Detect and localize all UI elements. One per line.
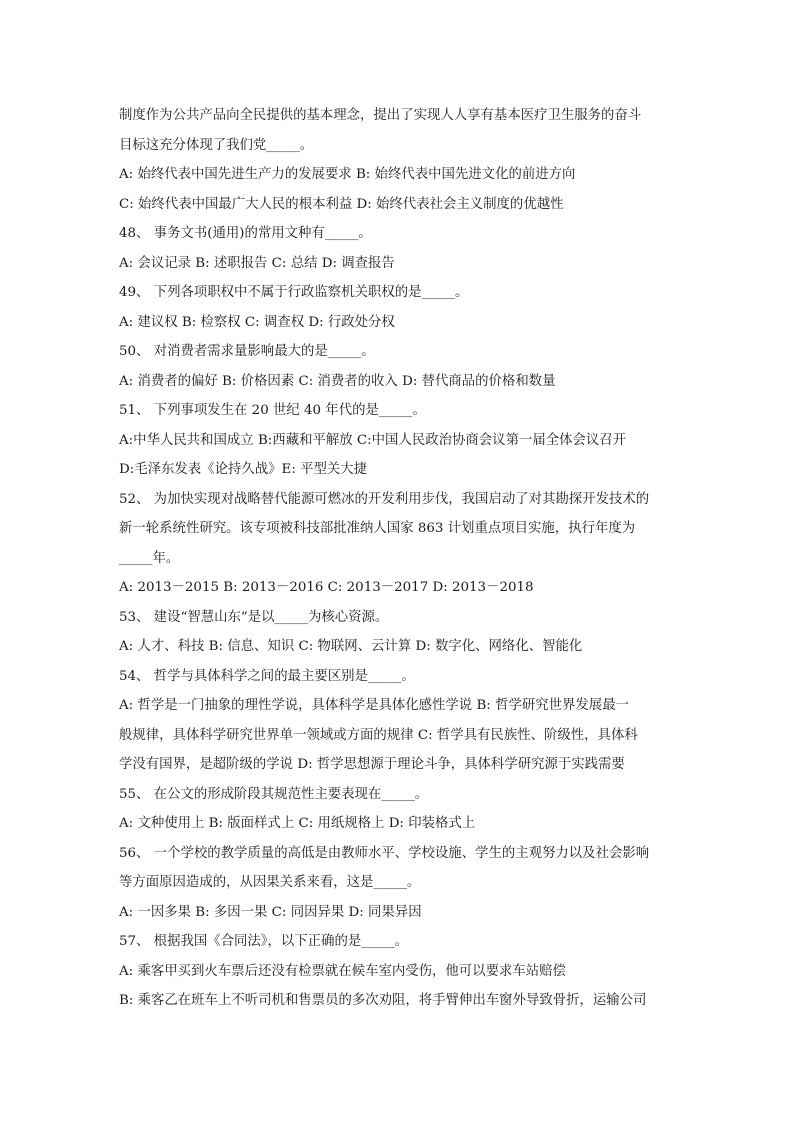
question-49: 49、 下列各项职权中不属于行政监察机关职权的是_____。 — [119, 285, 469, 300]
answer-options: A: 文种使用上 B: 版面样式上 C: 用纸规格上 D: 印装格式上 — [119, 816, 476, 831]
question-48: 48、 事务文书(通用)的常用文种有_____。 — [119, 226, 372, 241]
question-54: 54、 哲学与具体科学之间的最主要区别是_____。 — [119, 668, 415, 684]
answer-options: A: 建议权 B: 检察权 C: 调查权 D: 行政处分权 — [119, 314, 395, 330]
document-text-body — [119, 101, 679, 1016]
question-57: 57、 根据我国《合同法》，以下正确的是_____。 — [119, 934, 409, 949]
question-53: 53、 建设“智慧山东”是以_____为核心资源。 — [119, 609, 389, 625]
answer-options: A: 消费者的偏好 B: 价格因素 C: 消费者的收入 D: 替代商品的价格和数量 — [119, 373, 556, 389]
answer-options: A: 一因多果 B: 多因一果 C: 同因异果 D: 同果异因 — [119, 904, 422, 920]
question-51: 51、 下列事项发生在 20 世纪 40 年代的是_____。 — [119, 403, 426, 418]
answer-options: A: 乘客甲买到火车票后还没有检票就在候车室内受伤，他可以要求车站赔偿 — [119, 963, 566, 979]
answer-options: A: 哲学是一门抽象的理性学说，具体科学是具体化感性学说 B: 哲学研究世界发展最一 — [119, 698, 629, 713]
answer-options: B: 乘客乙在班车上不听司机和售票员的多次劝阻，将手臂伸出车窗外导致骨折，运输公司 — [119, 993, 647, 1008]
answer-options: A: 人才、科技 B: 信息、知识 C: 物联网、云计算 D: 数字化、网络化、智能化 — [119, 639, 583, 654]
answer-options: 学没有国界，是超阶级的学说 D: 哲学思想源于理论斗争，具体科学研究源于实践需要 — [119, 757, 625, 772]
question-52: 52、 为加快实现对战略替代能源可燃冰的开发利用步伐，我国启动了对其勘探开发技术的 — [119, 491, 650, 507]
question-56: 56、 一个学校的教学质量的高低是由教师水平、学校设施、学生的主观努力以及社会影响 — [119, 845, 650, 861]
text-line: 等方面原因造成的，从因果关系来看，这是_____。 — [119, 875, 421, 890]
answer-options: A: 2013－2015 B: 2013－2016 C: 2013－2017 D: 2013－2018 — [119, 580, 534, 595]
answer-options: A: 会议记录 B: 述职报告 C: 总结 D: 调查报告 — [119, 255, 395, 271]
answer-options: A:中华人民共和国成立 B:西藏和平解放 C:中国人民政治协商会议第一届全体会议召开 — [119, 432, 627, 448]
question-50: 50、 对消费者需求量影响最大的是_____。 — [119, 344, 375, 359]
text-line: _____年。 — [119, 550, 180, 566]
question-55: 55、 在公文的形成阶段其规范性主要表现在_____。 — [119, 786, 429, 802]
text-line: 目标这充分体现了我们党_____。 — [119, 137, 314, 153]
answer-options: 般规律，具体科学研究世界单一领域或方面的规律 C: 哲学具有民族性、阶级性，具体科 — [119, 727, 638, 743]
text-line: 新一轮系统性研究。该专项被科技部批准纳人国家 863 计划重点项目实施，执行年度为 — [119, 521, 636, 536]
answer-options: D:毛泽东发表《论持久战》E: 平型关大捷 — [119, 462, 368, 477]
text-line: 制度作为公共产品向全民提供的基本理念，提出了实现人人享有基本医疗卫生服务的奋斗 — [119, 108, 642, 123]
answer-options: C: 始终代表中国最广大人民的根本利益 D: 始终代表社会主义制度的优越性 — [119, 196, 564, 212]
answer-options: A: 始终代表中国先进生产力的发展要求 B: 始终代表中国先进文化的前进方向 — [119, 167, 576, 182]
